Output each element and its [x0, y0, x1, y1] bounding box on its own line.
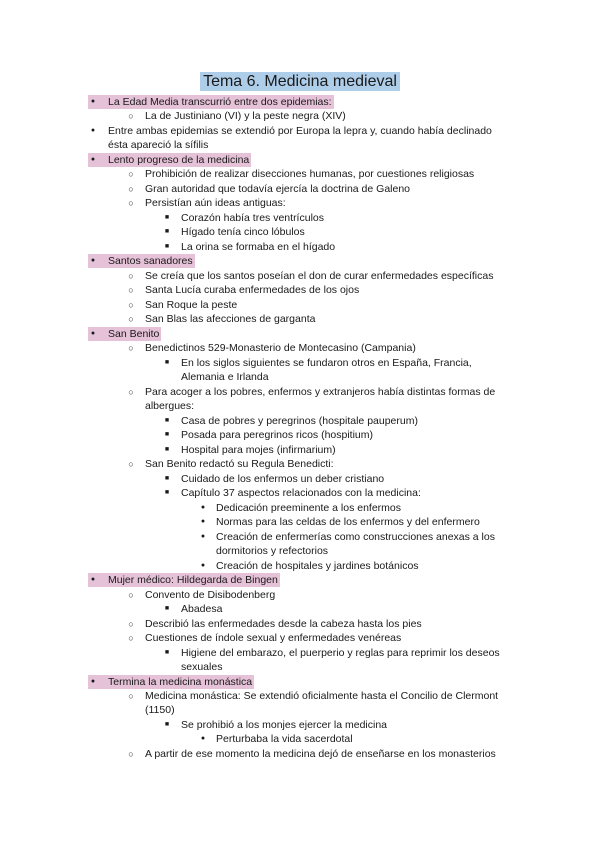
outline-item: (1150) — [145, 704, 175, 716]
outline-item: Describió las enfermedades desde la cabeza hasta los pies — [145, 618, 422, 630]
disc-bullet-icon: ● — [200, 735, 206, 742]
section-heading: Santos sanadores — [108, 255, 193, 267]
outline-item: Normas para las celdas de los enfermos y del enfermero — [216, 516, 480, 528]
circle-bullet-icon: ○ — [128, 619, 134, 629]
outline-item: Medicina monástica: Se extendió oficialmente hasta el Concilio de Clermont — [145, 690, 499, 702]
section-heading: Mujer médico: Hildegarda de Bingen — [108, 574, 278, 586]
outline-item: En los siglos siguientes se fundaron otros en España, Francia, — [181, 357, 472, 369]
disc-bullet-icon: ● — [90, 156, 96, 163]
square-bullet-icon: ■ — [164, 228, 170, 235]
disc-bullet-icon: ● — [90, 678, 96, 685]
outline-item: Entre ambas epidemias se extendió por Europa la lepra y, cuando había declinado — [108, 125, 492, 137]
outline-item: San Blas las afecciones de garganta — [145, 313, 316, 325]
circle-bullet-icon: ○ — [128, 314, 134, 324]
page-title: Tema 6. Medicina medieval — [200, 72, 400, 91]
outline-item: Cuestiones de índole sexual y enfermedades venéreas — [145, 632, 402, 644]
square-bullet-icon: ■ — [164, 649, 170, 656]
outline-item: A partir de ese momento la medicina dejó de enseñarse en los monasterios — [145, 748, 496, 760]
circle-bullet-icon: ○ — [128, 285, 134, 295]
circle-bullet-icon: ○ — [128, 271, 134, 281]
square-bullet-icon: ■ — [164, 446, 170, 453]
disc-bullet-icon: ● — [90, 127, 96, 134]
disc-bullet-icon: ● — [90, 576, 96, 583]
outline-item: Dedicación preeminente a los enfermos — [216, 502, 402, 514]
square-bullet-icon: ■ — [164, 417, 170, 424]
outline-item: Persistían aún ideas antiguas: — [145, 197, 286, 209]
outline-item: Prohibición de realizar disecciones humanas, por cuestiones religiosas — [145, 168, 475, 180]
circle-bullet-icon: ○ — [128, 300, 134, 310]
disc-bullet-icon: ● — [90, 330, 96, 337]
outline-item: San Roque la peste — [145, 299, 238, 311]
outline-item: Corazón había tres ventrículos — [181, 212, 324, 224]
outline-item: Hospital para mojes (infirmarium) — [181, 444, 336, 456]
outline-item: ésta apareció la sífilis — [108, 139, 209, 151]
circle-bullet-icon: ○ — [128, 590, 134, 600]
section-heading: San Benito — [108, 328, 160, 340]
disc-bullet-icon: ● — [200, 504, 206, 511]
square-bullet-icon: ■ — [164, 431, 170, 438]
square-bullet-icon: ■ — [164, 243, 170, 250]
outline-item: dormitorios y refectorios — [216, 545, 329, 557]
outline-item: sexuales — [181, 661, 223, 673]
outline-item: Posada para peregrinos ricos (hospitium) — [181, 429, 374, 441]
disc-bullet-icon: ● — [200, 562, 206, 569]
circle-bullet-icon: ○ — [128, 111, 134, 121]
section-heading: Termina la medicina monástica — [108, 676, 253, 688]
circle-bullet-icon: ○ — [128, 633, 134, 643]
disc-bullet-icon: ● — [200, 533, 206, 540]
outline-item: albergues: — [145, 400, 195, 412]
outline-item: Alemania e Irlanda — [181, 371, 269, 383]
outline-item: San Benito redactó su Regula Benedicti: — [145, 458, 334, 470]
outline-item: Capítulo 37 aspectos relacionados con la medicina: — [181, 487, 421, 499]
outline-item: La de Justiniano (VI) y la peste negra (XIV) — [145, 110, 346, 122]
square-bullet-icon: ■ — [164, 605, 170, 612]
circle-bullet-icon: ○ — [128, 691, 134, 701]
disc-bullet-icon: ● — [200, 518, 206, 525]
disc-bullet-icon: ● — [90, 98, 96, 105]
outline-item: Benedictinos 529-Monasterio de Montecasino (Campania) — [145, 342, 416, 354]
section-heading: La Edad Media transcurrió entre dos epidemias: — [108, 96, 332, 108]
square-bullet-icon: ■ — [164, 475, 170, 482]
outline-item: Creación de enfermerías como construcciones anexas a los — [216, 531, 495, 543]
circle-bullet-icon: ○ — [128, 387, 134, 397]
outline-item: Casa de pobres y peregrinos (hospitale pauperum) — [181, 415, 418, 427]
square-bullet-icon: ■ — [164, 214, 170, 221]
outline-item: Para acoger a los pobres, enfermos y extranjeros había distintas formas de — [145, 386, 496, 398]
circle-bullet-icon: ○ — [128, 198, 134, 208]
outline-item: Higiene del embarazo, el puerperio y reglas para reprimir los deseos — [181, 647, 500, 659]
outline-item: Cuidado de los enfermos un deber cristiano — [181, 473, 385, 485]
square-bullet-icon: ■ — [164, 721, 170, 728]
outline-item: Creación de hospitales y jardines botánicos — [216, 560, 419, 572]
outline-item: Convento de Disibodenberg — [145, 589, 276, 601]
outline-item: Hígado tenía cinco lóbulos — [181, 226, 305, 238]
circle-bullet-icon: ○ — [128, 459, 134, 469]
outline-item: Abadesa — [181, 603, 223, 615]
outline-item: Santa Lucía curaba enfermedades de los ojos — [145, 284, 360, 296]
square-bullet-icon: ■ — [164, 359, 170, 366]
outline-item: Se creía que los santos poseían el don de curar enfermedades específicas — [145, 270, 494, 282]
circle-bullet-icon: ○ — [128, 169, 134, 179]
title-wrap — [0, 72, 600, 91]
outline-item: Perturbaba la vida sacerdotal — [216, 733, 353, 745]
circle-bullet-icon: ○ — [128, 343, 134, 353]
disc-bullet-icon: ● — [90, 257, 96, 264]
circle-bullet-icon: ○ — [128, 184, 134, 194]
outline-item: Gran autoridad que todavía ejercía la doctrina de Galeno — [145, 183, 411, 195]
section-heading: Lento progreso de la medicina — [108, 154, 250, 166]
square-bullet-icon: ■ — [164, 489, 170, 496]
outline-item: Se prohibió a los monjes ejercer la medicina — [181, 719, 388, 731]
circle-bullet-icon: ○ — [128, 749, 134, 759]
outline-item: La orina se formaba en el hígado — [181, 241, 336, 253]
